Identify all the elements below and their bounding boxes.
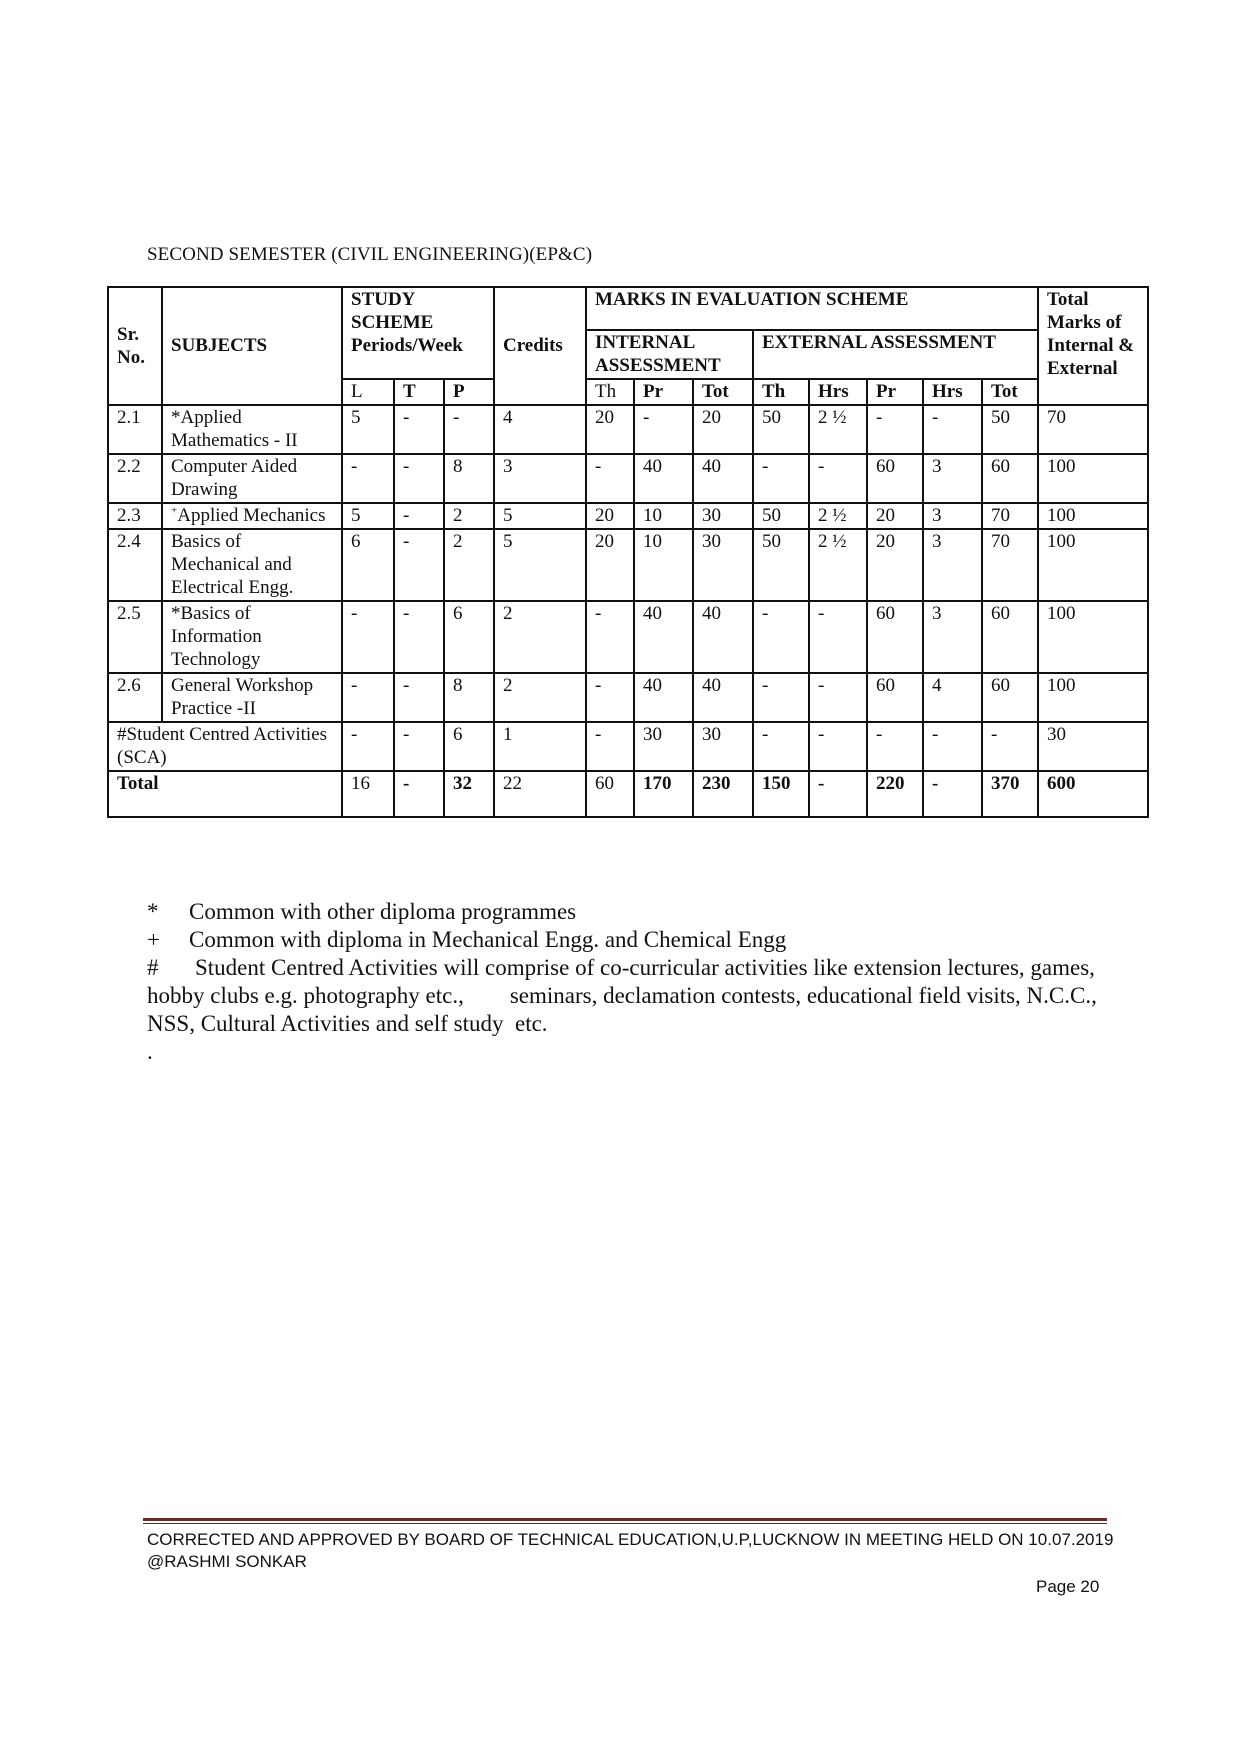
footnote-text: Common with diploma in Mechanical Engg. and Chemical Engg bbox=[189, 927, 787, 952]
subject-name: Computer Aided Drawing bbox=[171, 456, 298, 500]
subject-cell bbox=[162, 673, 342, 722]
total-internal-pr-cell: 170 bbox=[634, 771, 693, 817]
total-external-hrs-2-cell: - bbox=[923, 771, 982, 817]
internal-tot-cell: 20 bbox=[693, 405, 753, 454]
l-cell: 5 bbox=[342, 503, 394, 529]
internal-th-cell: 20 bbox=[586, 529, 634, 601]
header-total-marks: Total Marks of Internal & External bbox=[1038, 287, 1148, 405]
internal-tot-cell: 40 bbox=[693, 601, 753, 673]
internal-th-cell: - bbox=[586, 601, 634, 673]
external-tot-cell: 60 bbox=[982, 601, 1038, 673]
table-row bbox=[108, 405, 1148, 454]
grand-total-cell: 600 bbox=[1038, 771, 1148, 817]
credits-cell: 5 bbox=[494, 529, 586, 601]
external-hrs-cell: - bbox=[809, 722, 867, 771]
l-cell: - bbox=[342, 722, 394, 771]
header-internal-tot: Tot bbox=[693, 379, 753, 405]
t-cell: - bbox=[394, 454, 444, 503]
credits-cell: 4 bbox=[494, 405, 586, 454]
subject-cell bbox=[162, 405, 342, 454]
header-marks-evaluation: MARKS IN EVALUATION SCHEME bbox=[586, 287, 1038, 330]
total-credits-cell: 22 bbox=[494, 771, 586, 817]
external-th-cell: 50 bbox=[753, 529, 809, 601]
internal-pr-cell: 10 bbox=[634, 529, 693, 601]
table-caption: SECOND SEMESTER (CIVIL ENGINEERING)(EP&C) bbox=[147, 244, 593, 265]
external-pr-cell: 20 bbox=[867, 503, 923, 529]
header-internal-pr: Pr bbox=[634, 379, 693, 405]
table-row bbox=[108, 673, 1148, 722]
external-hrs-2-cell: 3 bbox=[923, 454, 982, 503]
internal-pr-cell: 40 bbox=[634, 454, 693, 503]
t-cell: - bbox=[394, 673, 444, 722]
total-marks-cell: 100 bbox=[1038, 673, 1148, 722]
internal-tot-cell: 40 bbox=[693, 454, 753, 503]
header-p: P bbox=[444, 379, 494, 405]
trailing-dot: . bbox=[147, 1039, 153, 1064]
subject-mark: + bbox=[171, 504, 178, 517]
t-cell: - bbox=[394, 601, 444, 673]
subject-name: General Workshop Practice -II bbox=[171, 675, 314, 719]
subject-name: *Applied Mathematics - II bbox=[171, 407, 298, 451]
footnote-text: Common with other diploma programmes bbox=[189, 899, 577, 924]
sr-no-cell: 2.5 bbox=[108, 601, 162, 673]
total-label: Total bbox=[108, 771, 342, 817]
header-subjects: SUBJECTS bbox=[162, 287, 342, 405]
footer-approval-text: CORRECTED AND APPROVED BY BOARD OF TECHNICAL EDUCATION,U.P,LUCKNOW IN MEETING HELD ON 10.07.2019 @RASHMI SONKAR bbox=[147, 1530, 1114, 1571]
internal-pr-cell: 30 bbox=[634, 722, 693, 771]
external-pr-cell: - bbox=[867, 722, 923, 771]
external-hrs-cell: 2 ½ bbox=[809, 405, 867, 454]
l-cell: - bbox=[342, 601, 394, 673]
footnote-hash bbox=[147, 954, 1107, 1038]
external-pr-cell: - bbox=[867, 405, 923, 454]
t-cell: - bbox=[394, 503, 444, 529]
sr-no-cell: 2.3 bbox=[108, 503, 162, 529]
external-hrs-2-cell: 4 bbox=[923, 673, 982, 722]
external-tot-cell: 70 bbox=[982, 503, 1038, 529]
sr-no-cell: 2.2 bbox=[108, 454, 162, 503]
header-external-tot: Tot bbox=[982, 379, 1038, 405]
subject-name: Applied Mechanics bbox=[177, 505, 326, 526]
external-hrs-2-cell: 3 bbox=[923, 503, 982, 529]
header-external-hrs-2: Hrs bbox=[923, 379, 982, 405]
subject-cell bbox=[162, 503, 342, 529]
subject-cell bbox=[162, 529, 342, 601]
external-hrs-cell: 2 ½ bbox=[809, 529, 867, 601]
credits-cell: 5 bbox=[494, 503, 586, 529]
total-marks-cell: 70 bbox=[1038, 405, 1148, 454]
total-internal-th-cell: 60 bbox=[586, 771, 634, 817]
footer-rule bbox=[143, 1518, 1107, 1521]
total-marks-cell: 100 bbox=[1038, 601, 1148, 673]
external-th-cell: - bbox=[753, 722, 809, 771]
header-l: L bbox=[342, 379, 394, 405]
internal-pr-cell: 40 bbox=[634, 673, 693, 722]
internal-pr-cell: - bbox=[634, 405, 693, 454]
header-external-hrs: Hrs bbox=[809, 379, 867, 405]
header-row-1 bbox=[108, 287, 1148, 330]
internal-th-cell: - bbox=[586, 673, 634, 722]
external-pr-cell: 60 bbox=[867, 454, 923, 503]
p-cell: 8 bbox=[444, 673, 494, 722]
subject-name: *Basics of Information Technology bbox=[171, 603, 262, 670]
footnotes bbox=[147, 898, 1107, 1066]
total-external-pr-cell: 220 bbox=[867, 771, 923, 817]
header-t: T bbox=[394, 379, 444, 405]
internal-tot-cell: 40 bbox=[693, 673, 753, 722]
sr-no-cell: 2.1 bbox=[108, 405, 162, 454]
header-external-assessment: EXTERNAL ASSESSMENT bbox=[753, 330, 1038, 379]
footnote-symbol: # bbox=[147, 955, 159, 980]
external-pr-cell: 60 bbox=[867, 673, 923, 722]
external-th-cell: - bbox=[753, 601, 809, 673]
table-row bbox=[108, 454, 1148, 503]
external-hrs-2-cell: - bbox=[923, 405, 982, 454]
header-internal-th: Th bbox=[586, 379, 634, 405]
internal-th-cell: - bbox=[586, 722, 634, 771]
external-hrs-2-cell: - bbox=[923, 722, 982, 771]
table-row bbox=[108, 601, 1148, 673]
subject-cell bbox=[162, 601, 342, 673]
sca-row bbox=[108, 722, 1148, 771]
l-cell: 5 bbox=[342, 405, 394, 454]
internal-pr-cell: 40 bbox=[634, 601, 693, 673]
header-external-pr: Pr bbox=[867, 379, 923, 405]
total-internal-tot-cell: 230 bbox=[693, 771, 753, 817]
t-cell: - bbox=[394, 722, 444, 771]
credits-cell: 2 bbox=[494, 673, 586, 722]
external-hrs-2-cell: 3 bbox=[923, 529, 982, 601]
p-cell: 2 bbox=[444, 503, 494, 529]
l-cell: - bbox=[342, 673, 394, 722]
header-internal-assessment: INTERNAL ASSESSMENT bbox=[586, 330, 753, 379]
footnote-symbol: * bbox=[147, 899, 159, 924]
p-cell: 6 bbox=[444, 601, 494, 673]
table-row bbox=[108, 503, 1148, 529]
total-t-cell: - bbox=[394, 771, 444, 817]
total-l-cell: 16 bbox=[342, 771, 394, 817]
external-tot-cell: 60 bbox=[982, 673, 1038, 722]
external-hrs-2-cell: 3 bbox=[923, 601, 982, 673]
header-sr-no: Sr. No. bbox=[108, 287, 162, 405]
total-marks-cell: 100 bbox=[1038, 454, 1148, 503]
subject-name: Basics of Mechanical and Electrical Engg. bbox=[171, 531, 294, 598]
external-th-cell: 50 bbox=[753, 405, 809, 454]
external-th-cell: 50 bbox=[753, 503, 809, 529]
external-th-cell: - bbox=[753, 454, 809, 503]
external-pr-cell: 20 bbox=[867, 529, 923, 601]
external-tot-cell: 60 bbox=[982, 454, 1038, 503]
external-th-cell: - bbox=[753, 673, 809, 722]
sr-no-cell: 2.4 bbox=[108, 529, 162, 601]
internal-th-cell: 20 bbox=[586, 503, 634, 529]
table-row bbox=[108, 529, 1148, 601]
t-cell: - bbox=[394, 529, 444, 601]
internal-pr-cell: 10 bbox=[634, 503, 693, 529]
total-external-tot-cell: 370 bbox=[982, 771, 1038, 817]
p-cell: 8 bbox=[444, 454, 494, 503]
total-row bbox=[108, 771, 1148, 817]
t-cell: - bbox=[394, 405, 444, 454]
internal-th-cell: 20 bbox=[586, 405, 634, 454]
external-hrs-cell: - bbox=[809, 601, 867, 673]
external-hrs-cell: - bbox=[809, 673, 867, 722]
footer-rule-thin bbox=[143, 1523, 1107, 1524]
header-credits: Credits bbox=[494, 287, 586, 405]
subject-cell bbox=[162, 454, 342, 503]
l-cell: - bbox=[342, 454, 394, 503]
external-hrs-cell: - bbox=[809, 454, 867, 503]
external-pr-cell: 60 bbox=[867, 601, 923, 673]
l-cell: 6 bbox=[342, 529, 394, 601]
footnote-text: Student Centred Activities will comprise of co-curricular activities like extension lectures, games, hobby clubs e.g. photography etc., seminars, declamation contests, educational field visits, N.C.C., NSS, Cultural Activities and self study etc. bbox=[147, 955, 1103, 1036]
credits-cell: 2 bbox=[494, 601, 586, 673]
footnote-asterisk bbox=[147, 898, 1107, 926]
total-external-hrs-cell: - bbox=[809, 771, 867, 817]
sca-subject-cell: #Student Centred Activities (SCA) bbox=[108, 722, 342, 771]
external-tot-cell: 70 bbox=[982, 529, 1038, 601]
total-marks-cell: 100 bbox=[1038, 529, 1148, 601]
internal-tot-cell: 30 bbox=[693, 529, 753, 601]
credits-cell: 3 bbox=[494, 454, 586, 503]
internal-tot-cell: 30 bbox=[693, 503, 753, 529]
page-number: Page 20 bbox=[1036, 1577, 1100, 1596]
evaluation-scheme-table bbox=[107, 286, 1149, 818]
internal-th-cell: - bbox=[586, 454, 634, 503]
p-cell: 2 bbox=[444, 529, 494, 601]
p-cell: - bbox=[444, 405, 494, 454]
external-tot-cell: - bbox=[982, 722, 1038, 771]
external-hrs-cell: 2 ½ bbox=[809, 503, 867, 529]
header-study-scheme: STUDY SCHEME Periods/Week bbox=[342, 287, 494, 379]
credits-cell: 1 bbox=[494, 722, 586, 771]
total-marks-cell: 100 bbox=[1038, 503, 1148, 529]
total-p-cell: 32 bbox=[444, 771, 494, 817]
footnote-symbol: + bbox=[147, 927, 160, 952]
header-external-th: Th bbox=[753, 379, 809, 405]
external-tot-cell: 50 bbox=[982, 405, 1038, 454]
footnote-plus bbox=[147, 926, 1107, 954]
total-external-th-cell: 150 bbox=[753, 771, 809, 817]
sr-no-cell: 2.6 bbox=[108, 673, 162, 722]
total-marks-cell: 30 bbox=[1038, 722, 1148, 771]
internal-tot-cell: 30 bbox=[693, 722, 753, 771]
p-cell: 6 bbox=[444, 722, 494, 771]
